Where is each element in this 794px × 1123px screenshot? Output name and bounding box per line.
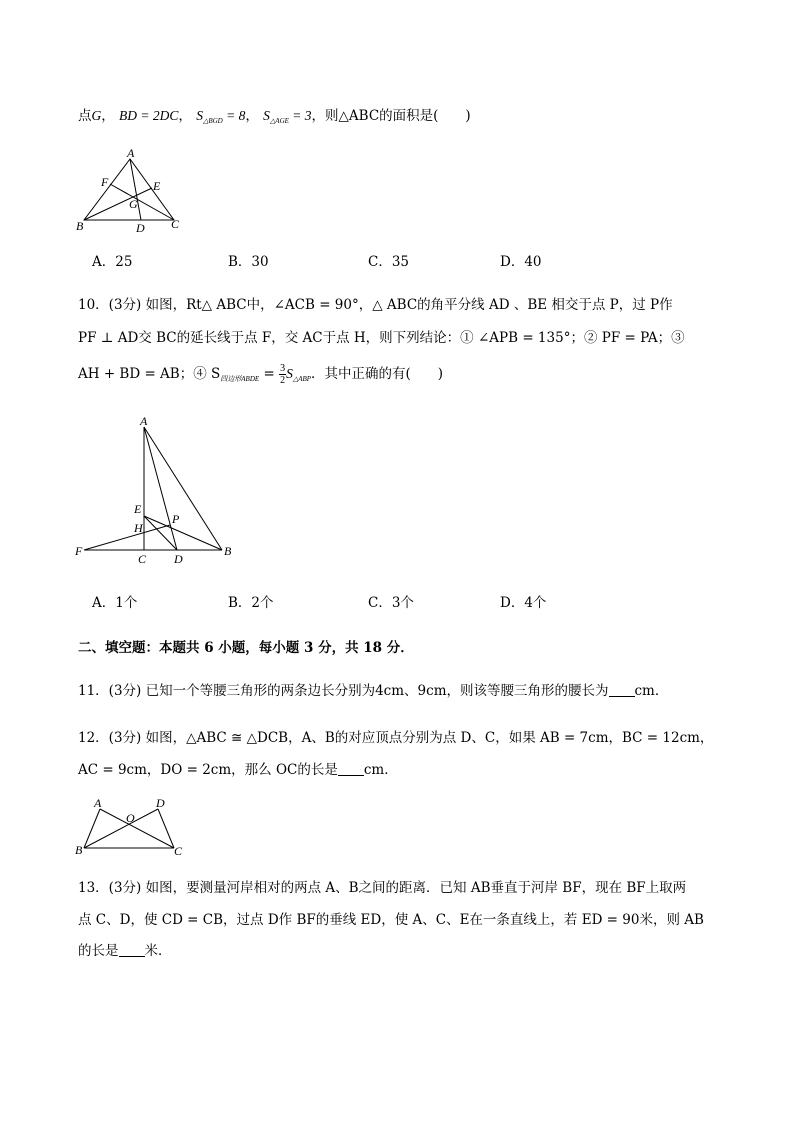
q10-option-a[interactable]: A．1个 <box>92 595 138 611</box>
q13-unit: 米． <box>144 943 172 959</box>
q10-frac-den: 2 <box>280 375 286 386</box>
q10-line1: 10．(3分) 如图，Rt△ ABC中，∠ACB = 90°，△ ABC的角平分线 AD 、BE 相交于点 P，过 P作 <box>78 297 673 313</box>
q10-segment-fp <box>84 525 170 550</box>
q12-unit: cm． <box>363 762 398 778</box>
q11-unit: cm． <box>634 683 669 699</box>
q9-s-age: S <box>263 108 270 123</box>
q10-s2: S <box>286 366 293 381</box>
q12-figure <box>72 796 188 860</box>
q11-line <box>78 681 668 701</box>
q9-option-d[interactable]: D．40 <box>500 254 542 270</box>
q10-sub-abp: △ABP <box>292 375 312 383</box>
q10-figure <box>70 412 240 572</box>
q10-label-c: C <box>138 552 147 566</box>
q10-line2: PF ⊥ AD交 BC的延长线于点 F，交 AC于点 H，则下列结论：① ∠APB = 135°；② PF = PA；③ <box>78 330 685 346</box>
q9-option-a[interactable]: A．25 <box>92 254 133 270</box>
q10-line3 <box>78 363 443 389</box>
q11-text: 11．(3分) 已知一个等腰三角形的两条边长分别为4cm、9cm，则该等腰三角形的腰长为 <box>78 683 609 699</box>
q10-option-c[interactable]: C．3个 <box>368 595 414 611</box>
q12-answer-blank[interactable] <box>338 761 364 776</box>
q9-bd-eq: BD = 2DC <box>119 108 179 123</box>
q9-tail: ，则△ABC的面积是( ) <box>311 108 471 124</box>
q10-segment-be <box>144 516 222 550</box>
q10-label-a: A <box>140 414 148 428</box>
q9-s-bgd: S <box>196 108 203 123</box>
q12-segment-dc <box>158 809 174 848</box>
q9-option-c[interactable]: C．35 <box>368 254 410 270</box>
q12-line2 <box>78 760 398 780</box>
q9-label-f: F <box>101 175 109 189</box>
q9-figure <box>74 146 186 236</box>
q9-text-a: 点 <box>78 108 92 124</box>
q10-label-p: P <box>172 512 180 526</box>
q12-segment-ac <box>100 809 174 848</box>
q11-answer-blank[interactable] <box>609 682 635 697</box>
q9-s-bgd-sub: △BGD <box>202 117 223 125</box>
q12-segment-db <box>84 809 158 848</box>
q9-sep1: ， <box>101 108 115 124</box>
q10-label-h: H <box>134 521 143 535</box>
q12-text: AC = 9cm，DO = 2cm，那么 OC的长是 <box>78 762 338 778</box>
q9-label-c: C <box>171 217 180 231</box>
q10-frac-num: 3 <box>280 363 286 374</box>
q9-point-g: G <box>91 108 102 123</box>
q13-line2: 点 C、D，使 CD = CB，过点 D作 BF的垂线 ED，使 A、C、E在一条直线上，若 ED = 90米，则 AB <box>78 912 704 928</box>
q9-s-age-sub: △AGE <box>269 117 289 125</box>
q13-line3 <box>78 941 172 961</box>
q12-label-o: O <box>126 811 135 825</box>
q10-label-e: E <box>134 502 142 516</box>
q10-line3-a: AH + BD = AB；④ S <box>78 366 221 382</box>
q9-s-age-val: = 3 <box>288 108 312 123</box>
q10-eq: = <box>259 366 280 382</box>
q9-segment-be <box>84 188 152 220</box>
q12-label-b: B <box>75 843 83 857</box>
q12-line1: 12．(3分) 如图，△ABC ≅ △DCB，A、B的对应顶点分别为点 D、C，如果 AB = 7cm，BC = 12cm， <box>78 730 714 746</box>
q9-segment-cf <box>110 184 174 220</box>
q9-label-g: G <box>129 197 138 211</box>
q9-label-b: B <box>76 219 84 233</box>
q13-text: 的长是 <box>78 943 119 959</box>
q12-label-a: A <box>94 796 102 810</box>
q9-label-a: A <box>127 146 135 160</box>
q10-fraction <box>279 363 286 386</box>
q10-label-f: F <box>75 544 83 558</box>
q9-sep2: ， <box>178 108 192 124</box>
q10-label-d: D <box>174 552 183 566</box>
q10-option-d[interactable]: D．4个 <box>500 595 547 611</box>
q10-segment-ab <box>144 427 222 550</box>
section-heading: 二、填空题：本题共 6 小题，每小题 3 分，共 18 分． <box>78 640 414 656</box>
q12-label-c: C <box>174 844 183 858</box>
q12-label-d: D <box>156 796 165 810</box>
q13-line1: 13．(3分) 如图，要测量河岸相对的两点 A、B之间的距离．已知 AB垂直于河岸 BF，现在 BF上取两 <box>78 880 687 896</box>
q10-sub-quad: 四边形ABDE <box>220 375 260 383</box>
q9-label-d: D <box>136 221 145 235</box>
q10-label-b: B <box>224 544 232 558</box>
q9-line <box>78 106 471 131</box>
q13-answer-blank[interactable] <box>119 942 145 957</box>
q9-option-b[interactable]: B．30 <box>228 254 269 270</box>
q12-segment-ab <box>84 809 100 848</box>
q10-option-b[interactable]: B．2个 <box>228 595 274 611</box>
q9-s-bgd-val: = 8 <box>222 108 246 123</box>
q9-label-e: E <box>153 179 161 193</box>
q9-sep3: ， <box>245 108 259 124</box>
q10-tail: ．其中正确的有( ) <box>311 366 444 382</box>
